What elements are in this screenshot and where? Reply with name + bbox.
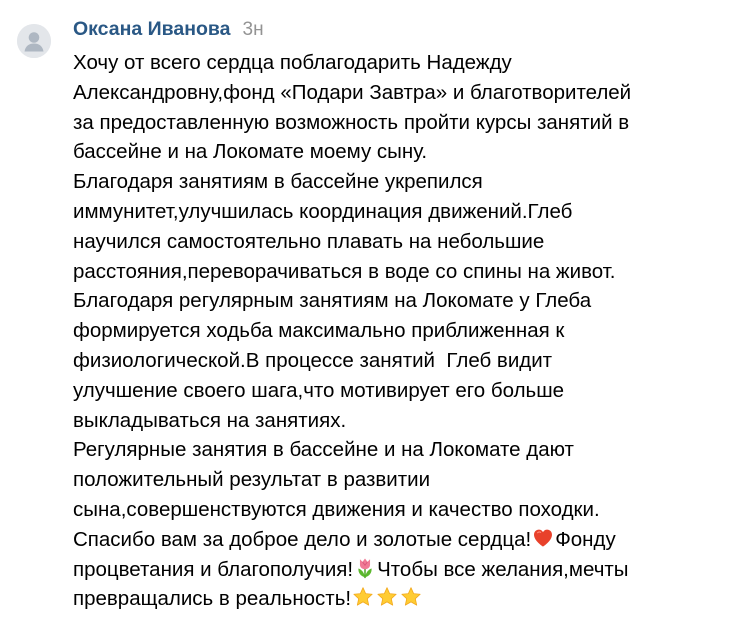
text-line: иммунитет,улучшилась координация движений.Глеб bbox=[73, 199, 573, 223]
comment-header bbox=[73, 18, 264, 46]
text-line: Хочу от всего сердца поблагодарить Надежду bbox=[73, 51, 512, 74]
text-line: сына,совершенствуются движения и качество походки. bbox=[73, 497, 600, 521]
text-line-with-heart bbox=[73, 525, 743, 555]
text-segment: превращались в реальность! bbox=[73, 587, 352, 611]
text-line: Александровну,фонд «Подари Завтра» и благотворителей bbox=[73, 80, 632, 104]
red-heart-icon bbox=[532, 527, 554, 549]
text-line: Благодаря регулярным занятиям на Локомате у Глеба bbox=[73, 289, 592, 313]
text-line: формируется ходьба максимально приближенная к bbox=[73, 319, 565, 343]
text-line-with-tulip bbox=[73, 555, 743, 585]
star-icon bbox=[352, 586, 374, 608]
text-line: научился самостоятельно плавать на небольшие bbox=[73, 229, 545, 253]
text-line: выкладываться на занятиях. bbox=[73, 408, 347, 432]
default-avatar-icon bbox=[17, 24, 51, 58]
text-line: расстояния,переворачиваться в воде со спины на живот. bbox=[73, 259, 616, 283]
text-line: положительный результат в развитии bbox=[73, 468, 431, 492]
text-segment: Чтобы все желания,мечты bbox=[377, 557, 629, 581]
text-line: Регулярные занятия в бассейне и на Локомате дают bbox=[73, 438, 574, 462]
text-line-with-stars bbox=[73, 584, 743, 614]
text-line: бассейне и на Локомате моему сыну. bbox=[73, 140, 428, 164]
star-icon bbox=[376, 586, 398, 608]
text-segment: процветания и благополучия! bbox=[73, 557, 354, 581]
text-line: физиологической.В процессе занятий Глеб видит bbox=[73, 348, 553, 372]
text-line: Благодаря занятиям в бассейне укрепился bbox=[73, 170, 483, 194]
comment-time[interactable]: 3н bbox=[242, 19, 264, 40]
avatar[interactable] bbox=[17, 24, 51, 58]
star-icon bbox=[400, 586, 422, 608]
tulip-icon bbox=[354, 557, 376, 579]
text-segment: Фонду bbox=[555, 527, 616, 551]
text-line: за предоставленную возможность пройти курсы занятий в bbox=[73, 110, 630, 134]
comment-text bbox=[73, 48, 743, 614]
author-name[interactable]: Оксана Иванова bbox=[73, 18, 231, 40]
text-segment: Спасибо вам за доброе дело и золотые сердца! bbox=[73, 527, 532, 551]
text-line: улучшение своего шага,что мотивирует его больше bbox=[73, 378, 565, 402]
